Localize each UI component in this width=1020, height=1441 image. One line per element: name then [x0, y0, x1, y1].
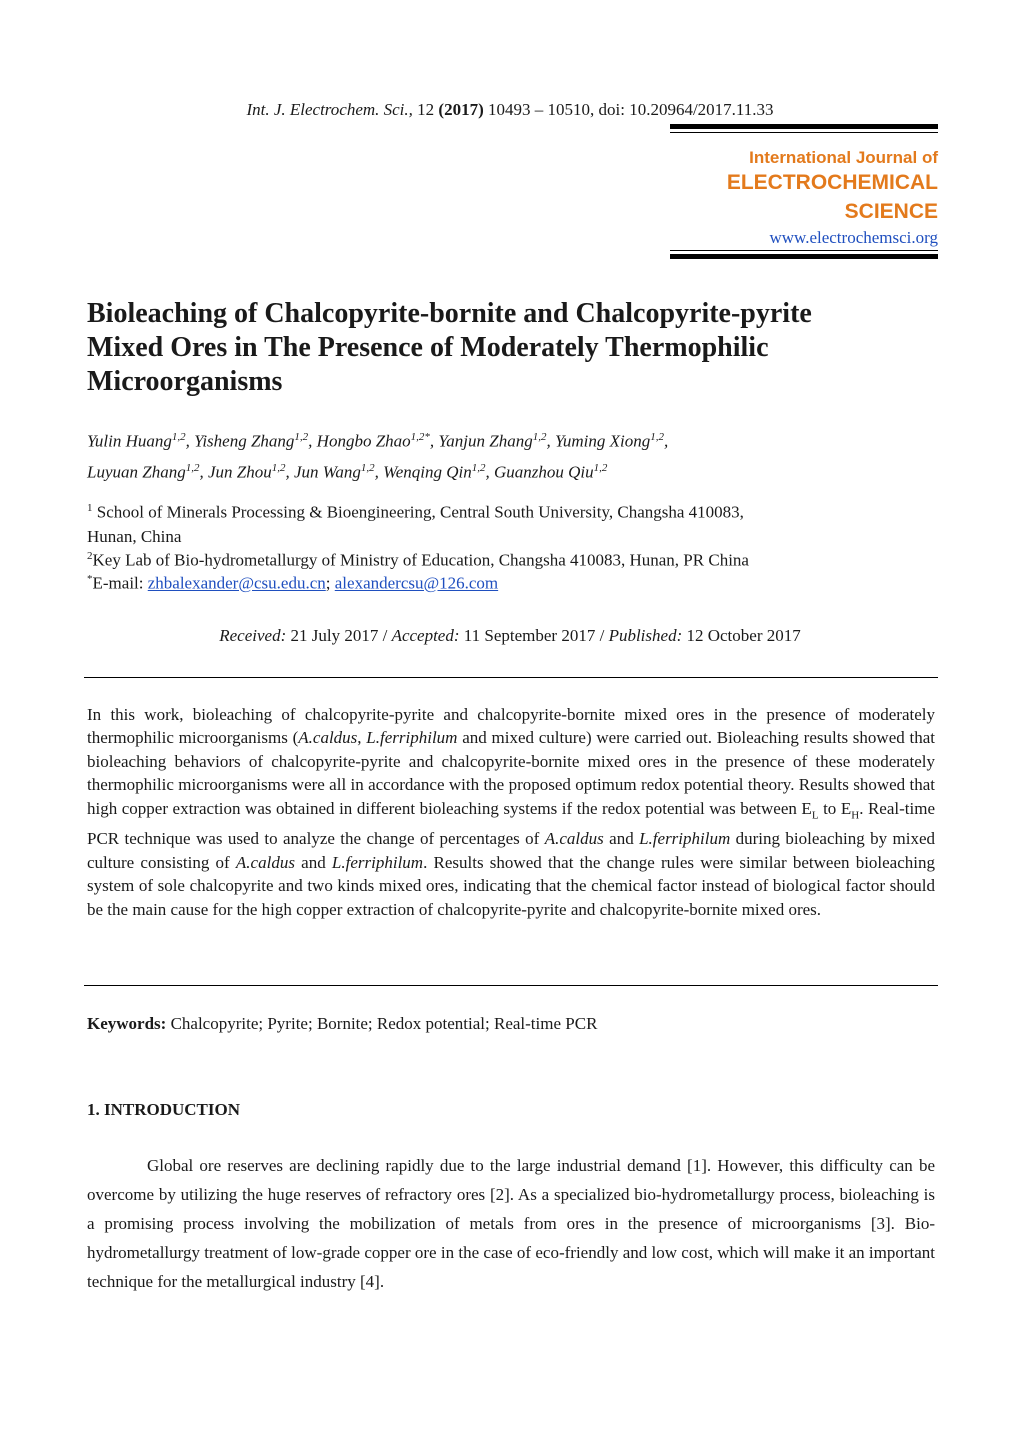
author-affiliation-mark: 1,2*	[410, 431, 430, 443]
abstract-text: In this work, bioleaching of chalcopyrite-pyrite and chalcopyrite-bornite mixed ores in the presence of moderately thermophilic microorganisms (	[87, 705, 935, 748]
abstract-text: . Real-time PCR technique was used to analyze the change of percentages of	[87, 798, 936, 849]
affiliation-2-mark: 2	[87, 550, 93, 562]
volume: 12	[417, 100, 435, 119]
abstract-top-rule	[84, 677, 938, 678]
email-link-1[interactable]: zhbalexander@csu.edu.cn	[147, 573, 326, 593]
author-affiliation-mark: 1,2	[593, 461, 608, 474]
introduction-paragraph: Global ore reserves are declining rapidly due to the large industrial demand [1]. However, this difficulty can be overcome by utilizing the huge reserves of refractory ores [2]. As a specialized bio-hydrometallurgy process, bioleaching is a promising process involving the mobilization of metals from ores in the presence of microorganisms [3]. Bio-hydrometallurgy treatment of low-grade copper ore in the case of eco-friendly and low cost, which will make it an important technique for the metallurgical industry [4].	[87, 1156, 935, 1291]
title-line-3: Microorganisms	[87, 366, 283, 397]
dates-separator: /	[595, 626, 609, 645]
species-name: A.caldus	[235, 852, 295, 872]
pages-doi: 10493 – 10510, doi: 10.20964/2017.11.33	[488, 100, 774, 119]
keywords	[87, 1014, 935, 1034]
affiliation-1	[87, 496, 947, 549]
author-separator: ,	[308, 431, 317, 451]
abstract-bottom-rule	[84, 985, 938, 986]
author-name: Luyuan Zhang	[87, 462, 186, 482]
author-affiliation-mark: 1,2	[294, 431, 309, 443]
email-label: E-mail:	[92, 573, 148, 593]
published-date: 12 October 2017	[686, 626, 801, 645]
author-name: Guanzhou Qiu	[494, 462, 594, 482]
logo-bottom-thin-rule	[670, 250, 938, 251]
title-line-2: Mixed Ores in The Presence of Moderately Thermophilic	[87, 332, 769, 363]
email-separator: ;	[325, 573, 335, 593]
author-separator: ,	[199, 462, 208, 482]
author-name: Wenqing Qin	[383, 462, 472, 482]
corresponding-email	[87, 567, 947, 596]
publication-dates	[0, 626, 1020, 646]
author-separator: ,	[285, 462, 294, 482]
logo-line-2: ELECTROCHEMICAL	[726, 171, 938, 194]
author-name: Yanjun Zhang	[438, 431, 533, 451]
author-name: Yulin Huang	[87, 431, 172, 451]
abstract-text: to E	[818, 798, 852, 818]
author-affiliation-mark: 1,2	[185, 461, 200, 474]
accepted-date: 11 September 2017	[463, 626, 596, 645]
author-affiliation-mark: 1,2	[471, 461, 486, 474]
author-name: Yisheng Zhang	[194, 431, 295, 451]
author-separator: ,	[664, 431, 669, 451]
published-label: Published:	[608, 626, 683, 645]
species-name: A.caldus	[544, 829, 604, 849]
journal-name: Int. J. Electrochem. Sci.,	[246, 100, 413, 119]
journal-url-link[interactable]: www.electrochemsci.org	[769, 228, 938, 247]
author-name: Yuming Xiong	[554, 431, 651, 451]
logo-line-1: International Journal of	[749, 148, 938, 167]
author-affiliation-mark: 1,2	[271, 461, 286, 474]
author-separator: ,	[429, 431, 439, 451]
author-separator: ,	[374, 462, 384, 482]
author-affiliation-mark: 1,2	[171, 431, 186, 443]
author-separator: ,	[546, 431, 555, 451]
abstract-text: and mixed culture) were carried out. Bioleaching results showed that bioleaching behaviors of chalcopyrite-pyrite and chalcopyrite-bornite mixed ores in the presence of these moderately thermophilic microorganisms were all in accordance with the proposed optimum redox potential theory. Results showed that high copper extraction was obtained in different bioleaching systems if the redox potential was between E	[87, 728, 935, 818]
abstract	[87, 703, 935, 921]
subscript-h: H	[851, 809, 860, 822]
author-name: Jun Zhou	[207, 462, 272, 482]
section-heading-introduction: 1. INTRODUCTION	[87, 1100, 241, 1119]
subscript-l: L	[811, 809, 819, 822]
abstract-text: and	[603, 829, 640, 849]
species-name: L.ferriphilum	[331, 852, 424, 872]
author-affiliation-mark: 1,2	[532, 431, 547, 443]
author-affiliation-mark: 1,2	[650, 431, 664, 443]
author-separator: ,	[185, 431, 195, 451]
title-line-1: Bioleaching of Chalcopyrite-bornite and Chalcopyrite-pyrite	[87, 298, 812, 329]
abstract-text: during bioleaching by mixed culture consisting of	[87, 829, 936, 872]
affiliation-1-text: School of Minerals Processing & Bioengineering, Central South University, Changsha 410083,	[96, 502, 744, 522]
affiliation-1-continued: Hunan, China	[87, 526, 182, 546]
species-name: L.ferriphilum	[366, 728, 458, 748]
dates-separator: /	[378, 626, 392, 645]
received-date: 21 July 2017	[290, 626, 379, 645]
species-name: L.ferriphilum	[639, 829, 731, 849]
paper-title	[87, 297, 947, 399]
abstract-text: . Results showed that the change rules were similar between bioleaching system of sole chalcopyrite and two kinds mixed ores, indicating that the chemical factor instead of biological factor should be the main cause for the high copper extraction of chalcopyrite-pyrite and chalcopyrite-bornite mixed ores.	[87, 852, 935, 919]
abstract-text: and	[294, 852, 332, 872]
keywords-text: Chalcopyrite; Pyrite; Bornite; Redox potential; Real-time PCR	[166, 1014, 598, 1033]
logo-line-3: SCIENCE	[844, 200, 938, 223]
author-name: Hongbo Zhao	[316, 431, 411, 451]
year: (2017)	[438, 100, 484, 119]
abstract-text: ,	[357, 728, 367, 748]
email-mark: *	[87, 573, 93, 585]
author-separator: ,	[485, 462, 494, 482]
author-affiliation-mark: 1,2	[360, 461, 375, 474]
journal-logo	[670, 124, 938, 260]
species-name: A.caldus	[298, 728, 358, 748]
logo-top-rule	[670, 124, 938, 129]
citation-line	[0, 100, 1020, 120]
author-list	[87, 424, 947, 485]
email-link-2[interactable]: alexandercsu@126.com	[334, 573, 499, 593]
keywords-label: Keywords:	[87, 1014, 167, 1033]
accepted-label: Accepted:	[391, 626, 460, 645]
logo-top-thin-rule	[670, 132, 938, 133]
affiliation-1-mark: 1	[87, 502, 93, 514]
logo-bottom-rule	[670, 254, 938, 259]
affiliation-2-text: Key Lab of Bio-hydrometallurgy of Ministry of Education, Changsha 410083, Hunan, PR China	[92, 550, 749, 570]
received-label: Received:	[219, 626, 287, 645]
author-name: Jun Wang	[293, 462, 361, 482]
